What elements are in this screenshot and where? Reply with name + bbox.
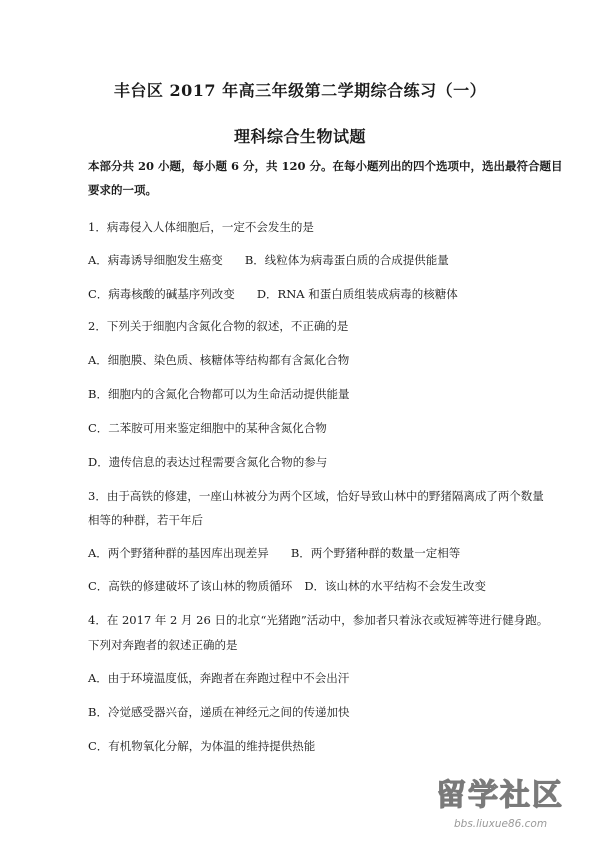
question-2-option-d: D．遗传信息的表达过程需要含氮化合物的参与 [88, 455, 328, 469]
question-2-option-a: A．细胞膜、染色质、核糖体等结构都有含氮化合物 [88, 353, 350, 367]
watermark-text: 留学社区 [436, 778, 564, 813]
option-c: C．高铁的修建破坏了该山林的物质循环 [88, 579, 293, 593]
watermark-logo [436, 770, 592, 842]
option-b: B．线粒体为病毒蛋白质的合成提供能量 [244, 253, 449, 267]
page-subtitle: 理科综合生物试题 [233, 127, 366, 146]
option-d: D．RNA 和蛋白质组装成病毒的核糖体 [256, 287, 458, 301]
option-c: C．病毒核酸的碱基序列改变 [88, 287, 235, 301]
option-a: A．两个野猪种群的基因库出现差异 [88, 546, 269, 560]
intro-line-1: 本部分共 20 小题，每小题 6 分，共 120 分。在每小题列出的四个选项中，选出最符合题目 [88, 159, 563, 173]
question-2-stem: 2．下列关于细胞内含氮化合物的叙述，不正确的是 [88, 319, 349, 333]
question-2-option-b: B．细胞内的含氮化合物都可以为生命活动提供能量 [88, 387, 350, 401]
intro-line-2: 要求的一项。 [88, 183, 157, 197]
option-d: D．该山林的水平结构不会发生改变 [304, 579, 487, 593]
question-4-option-a: A．由于环境温度低，奔跑者在奔跑过程中不会出汗 [88, 671, 350, 685]
option-b: B．两个野猪种群的数量一定相等 [290, 546, 461, 560]
question-3-stem-line-1: 3．由于高铁的修建，一座山林被分为两个区域，恰好导致山林中的野猪隔离成了两个数量 [88, 489, 544, 503]
question-4-stem-line-1: 4．在 2017 年 2 月 26 日的北京“光猪跑”活动中，参加者只着泳衣或短裤等进行健身跑。 [88, 613, 549, 627]
question-1-stem: 1．病毒侵入人体细胞后，一定不会发生的是 [88, 220, 314, 234]
question-3-options-row-2 [88, 578, 548, 594]
question-3-stem-line-2: 相等的种群，若干年后 [88, 513, 203, 527]
question-3-options-row-1 [88, 545, 548, 561]
question-4-option-b: B．冷觉感受器兴奋，递质在神经元之间的传递加快 [88, 705, 350, 719]
option-a: A．病毒诱导细胞发生癌变 [88, 253, 223, 267]
question-1-options-row-2 [88, 286, 548, 302]
page-title: 丰台区 2017 年高三年级第二学期综合练习（一） [113, 81, 487, 100]
question-2-option-c: C．二苯胺可用来鉴定细胞中的某种含氮化合物 [88, 421, 327, 435]
question-1-options-row-1 [88, 252, 548, 268]
question-4-option-c: C．有机物氧化分解，为体温的维持提供热能 [88, 739, 316, 753]
watermark-url: bbs.liuxue86.com [454, 818, 548, 830]
question-4-stem-line-2: 下列对奔跑者的叙述正确的是 [88, 638, 238, 652]
